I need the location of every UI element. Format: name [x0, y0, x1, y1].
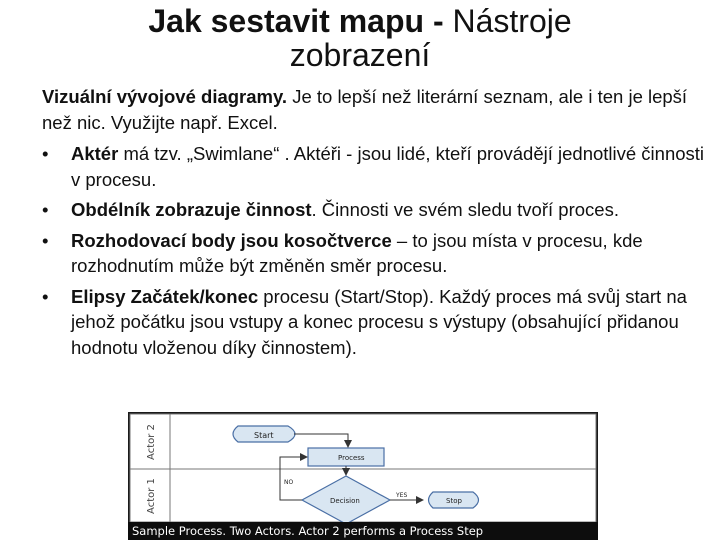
diagram-caption: Sample Process. Two Actors. Actor 2 performs a Process Step	[128, 522, 598, 540]
bullet-bold: Elipsy Začátek/konec	[71, 285, 259, 307]
slide-title-normal: Nástroje zobrazení	[289, 3, 572, 73]
intro-paragraph	[42, 84, 714, 135]
swimlane-diagram-image	[128, 412, 598, 540]
bullet-marker: •	[42, 143, 49, 164]
stop-label: Stop	[446, 497, 462, 505]
process-label: Process	[338, 454, 365, 462]
decision-label: Decision	[330, 497, 360, 505]
bullet-bold: Obdélník zobrazuje činnost	[71, 199, 312, 220]
bullet-text: procesu (Start/Stop). Každý proces má svůj start na jehož počátku jsou vstupy a konec procesu s výstupy (obsahující přidanou hodnotu vloženou díky činnostem).	[71, 285, 687, 358]
swimlane-diagram	[128, 412, 598, 540]
intro-bold: Vizuální vývojové diagramy.	[42, 86, 288, 107]
start-label: Start	[254, 431, 274, 440]
bullet-item-actor	[42, 141, 714, 192]
bullet-text: – to jsou místa v procesu, kde rozhodnutím může být změněn směr procesu.	[71, 229, 643, 276]
intro-text: Je to lepší než literární seznam, ale i ten je lepší než nic. Využijte např. Excel.	[42, 86, 688, 133]
bullet-item-ellipse	[42, 284, 714, 361]
slide-title	[90, 4, 630, 72]
bullet-marker: •	[42, 229, 49, 251]
slide-title-bold: Jak sestavit mapu -	[148, 3, 453, 39]
edge-label-yes: YES	[396, 492, 408, 499]
bullet-text: . Činnosti ve svém sledu tvoří proces.	[311, 199, 619, 220]
bullet-bold: Aktér	[71, 143, 119, 164]
bullet-list	[42, 141, 714, 360]
lane-label-actor-1: Actor 1	[146, 478, 157, 514]
lane-label-actor-2: Actor 2	[146, 424, 157, 460]
bullet-bold: Rozhodovací body jsou kosočtverce	[71, 229, 392, 251]
bullet-marker: •	[42, 285, 49, 307]
slide-body	[42, 84, 714, 365]
bullet-item-rectangle	[42, 197, 714, 223]
bullet-item-diamond	[42, 228, 714, 279]
edge-label-no: NO	[284, 479, 294, 486]
bullet-text: má tzv. „Swimlane“ . Aktéři - jsou lidé, kteří provádějí jednotlivé činnosti v procesu.	[71, 143, 705, 190]
bullet-marker: •	[42, 199, 49, 220]
